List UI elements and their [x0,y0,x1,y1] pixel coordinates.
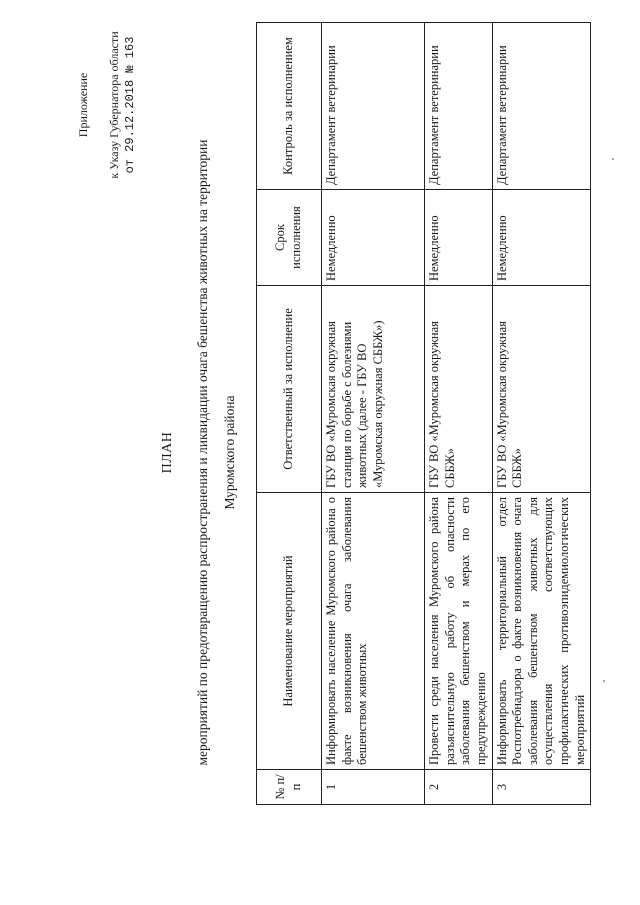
cell-number: 3 [492,770,591,805]
appendix-title: Приложение [76,72,90,138]
cell-control: Департамент ветеринарии [425,23,493,190]
header-name: Наименование мероприятий [257,493,322,770]
header-number: № п/п [257,770,322,805]
header-control: Контроль за исполнением [257,23,322,190]
plan-table [256,22,591,805]
plan-title: ПЛАН [160,431,175,474]
cell-name: Провести среди населения Муромского района разъяснительную работу об опасности заболевания бешенством и мерах по его предупреждению [425,493,493,770]
table-row [425,23,493,805]
cell-responsible: ГБУ ВО «Муромская окружная СББЖ» [492,286,591,493]
cell-control: Департамент ветеринарии [492,23,591,190]
cell-responsible: ГБУ ВО «Муромская окружная станция по борьбе с болезнями животных (далее - ГБУ ВО «Муромская окружная СББЖ») [322,286,425,493]
cell-name: Информировать население Муромского района о факте возникновения очага заболевания бешенством животных [322,493,425,770]
cell-term: Немедленно [492,190,591,286]
table-row [492,23,591,805]
cell-control: Департамент ветеринарии [322,23,425,190]
cell-responsible: ГБУ ВО «Муромская окружная СББЖ» [425,286,493,493]
header-term: Срок исполнения [257,190,322,286]
cell-number: 2 [425,770,493,805]
plan-subtitle-line2: Муромского района [222,395,237,510]
table-header-row [257,23,322,805]
plan-subtitle-line1: мероприятий по предотвращению распространения и ликвидации очага бешенства животных на территории [195,139,210,766]
cell-number: 1 [322,770,425,805]
cell-name: Информировать территориальный отдел Роспотребнадзора о факте возникновения очага заболевания бешенством животных для осуществления соответствующих профилактических противоэпидемиологических мероприятий [492,493,591,770]
scan-speck [603,680,605,682]
cell-term: Немедленно [322,190,425,286]
appendix-number-date: от 29.12.2018 № 163 [123,36,137,174]
table-row [322,23,425,805]
scan-speck [612,158,614,160]
header-responsible: Ответственный за исполнение [257,286,322,493]
appendix-decree: к Указу Губернатора области [107,31,121,179]
cell-term: Немедленно [425,190,493,286]
